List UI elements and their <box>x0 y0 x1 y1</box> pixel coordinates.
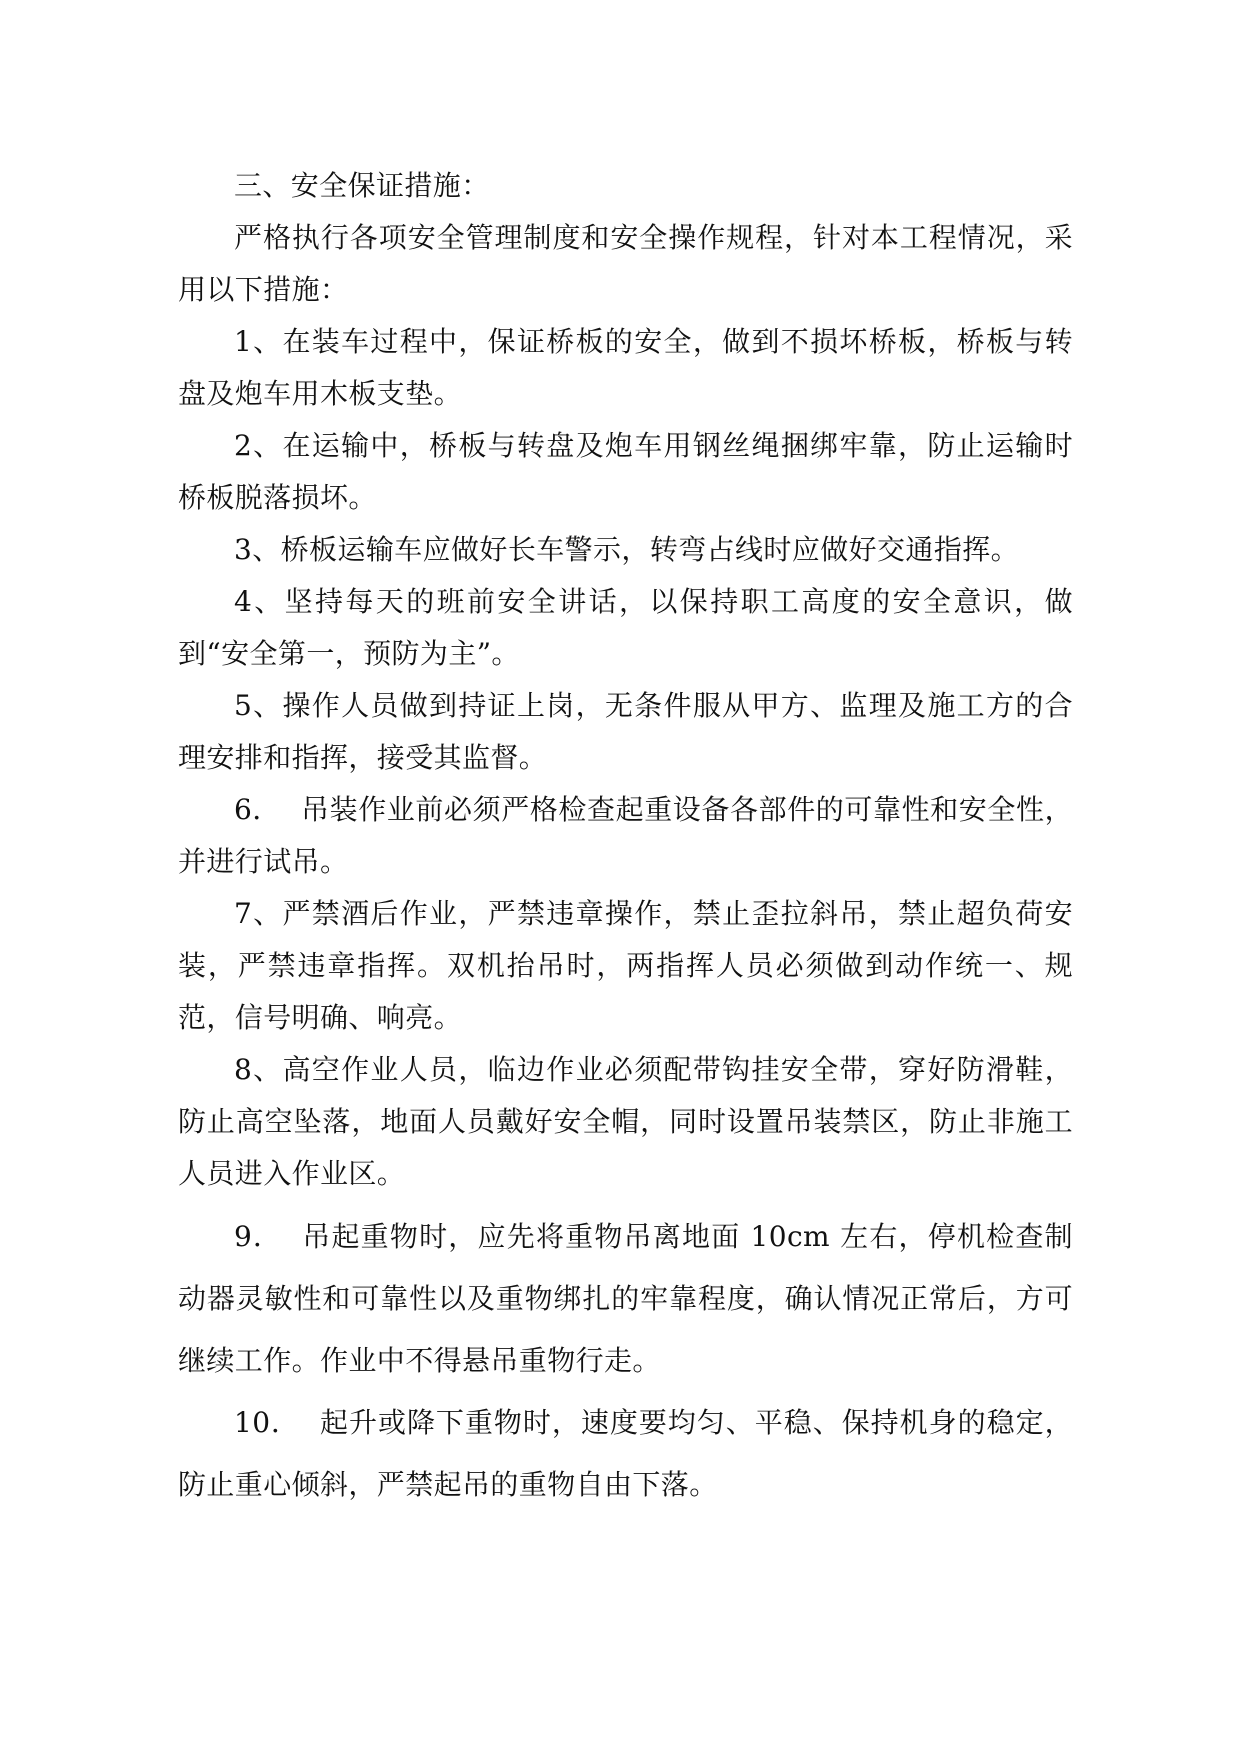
measure-item-10 <box>178 1392 1073 1516</box>
document-body <box>178 160 1073 1516</box>
item-text: 吊起重物时，应先将重物吊离地面 10cm 左右，停机检查制动器灵敏性和可靠性以及重物绑扎的牢靠程度，确认情况正常后，方可继续工作。作业中不得悬吊重物行走。 <box>178 1220 1074 1377</box>
item-text: 吊装作业前必须严格检查起重设备各部件的可靠性和安全性，并进行试吊。 <box>178 793 1073 878</box>
intro-paragraph: 严格执行各项安全管理制度和安全操作规程，针对本工程情况，采用以下措施： <box>178 221 1073 306</box>
item-number: 9． <box>234 1220 283 1253</box>
measure-item-1: 1、在装车过程中，保证桥板的安全，做到不损坏桥板，桥板与转盘及炮车用木板支垫。 <box>178 325 1073 410</box>
item-number: 6． <box>234 793 282 826</box>
measure-item-5: 5、操作人员做到持证上岗，无条件服从甲方、监理及施工方的合理安排和指挥，接受其监督。 <box>178 689 1073 774</box>
measure-item-2: 2、在运输中，桥板与转盘及炮车用钢丝绳捆绑牢靠，防止运输时桥板脱落损坏。 <box>178 429 1073 514</box>
item-number: 10． <box>234 1406 300 1439</box>
item-text: 起升或降下重物时，速度要均匀、平稳、保持机身的稳定，防止重心倾斜，严禁起吊的重物自由下落。 <box>178 1406 1073 1501</box>
measure-item-3: 3、桥板运输车应做好长车警示，转弯占线时应做好交通指挥。 <box>234 533 1020 566</box>
measure-item-9 <box>178 1206 1073 1392</box>
measure-item-8: 8、高空作业人员，临边作业必须配带钩挂安全带，穿好防滑鞋，防止高空坠落，地面人员戴好安全帽，同时设置吊装禁区，防止非施工人员进入作业区。 <box>178 1053 1073 1190</box>
section-heading: 三、安全保证措施： <box>234 169 490 202</box>
measure-item-4: 4、坚持每天的班前安全讲话，以保持职工高度的安全意识，做到“安全第一，预防为主”。 <box>178 585 1073 670</box>
measure-item-6 <box>178 784 1073 888</box>
measure-item-7: 7、严禁酒后作业，严禁违章操作，禁止歪拉斜吊，禁止超负荷安装，严禁违章指挥。双机抬吊时，两指挥人员必须做到动作统一、规范，信号明确、响亮。 <box>178 897 1073 1034</box>
